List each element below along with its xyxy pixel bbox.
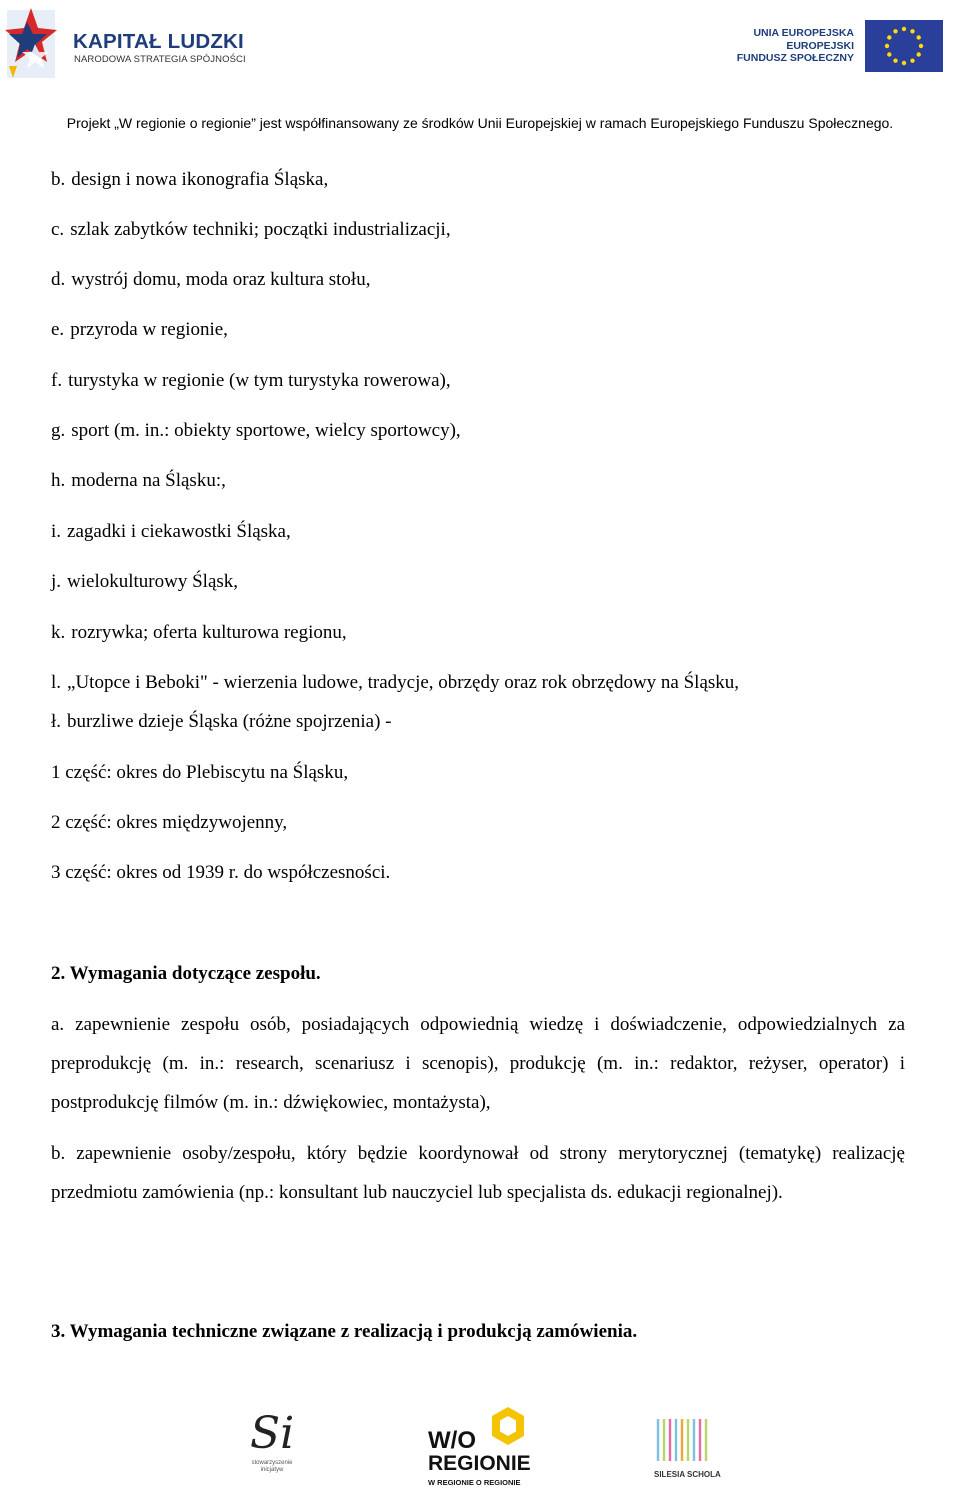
section-2-heading: 2. Wymagania dotyczące zespołu. (51, 963, 321, 984)
list-item-label: j. (51, 571, 62, 592)
list-item-label: d. (51, 269, 66, 290)
list-item-text: sport (m. in.: obiekty sportowe, wielcy sportowcy), (71, 420, 461, 441)
kapital-ludzki-subtitle: NARODOWA STRATEGIA SPÓJNOŚCI (74, 54, 246, 65)
list-item (51, 168, 328, 192)
list-item-text: moderna na Śląsku:, (71, 470, 226, 491)
list-item-label: i. (51, 521, 62, 542)
list-item-label: h. (51, 470, 66, 491)
list-item-text: szlak zabytków techniki; początki industrializacji, (70, 219, 451, 240)
list-item-text: wystrój domu, moda oraz kultura stołu, (71, 269, 371, 290)
item-label: a. (51, 1014, 65, 1035)
list-item (51, 369, 451, 393)
si-logo (250, 1408, 295, 1480)
list-item-label: l. (51, 672, 62, 693)
list-item (51, 520, 291, 544)
list-item (51, 671, 739, 695)
eu-flag-icon (865, 20, 943, 72)
si-logo-caption: stowarzyszenie inicjatyw (251, 1460, 293, 1473)
list-item-label: ł. (51, 711, 62, 732)
list-item (51, 268, 370, 292)
list-item-text: turystyka w regionie (w tym turystyka rowerowa), (68, 370, 451, 391)
si-logo-mark: Si (250, 1408, 295, 1459)
history-part: 1 część: okres do Plebiscytu na Śląsku, (51, 762, 349, 783)
list-item (51, 218, 451, 242)
list-item (51, 318, 228, 342)
history-part: 2 część: okres międzywojenny, (51, 812, 288, 833)
list-item (51, 419, 461, 443)
wo-logo-line-1: W/O (428, 1427, 476, 1454)
list-item-text: wielokulturowy Śląsk, (67, 571, 239, 592)
list-item-label: e. (51, 319, 65, 340)
eu-fund-label (737, 27, 854, 65)
list-item-text: przyroda w regionie, (70, 319, 228, 340)
wo-logo-line-3: W REGIONIE O REGIONIE (428, 1478, 521, 1487)
list-item-text: rozrywka; oferta kulturowa regionu, (71, 622, 347, 643)
list-item (51, 469, 226, 493)
item-label: b. (51, 1143, 66, 1164)
w-o-regionie-logo (428, 1406, 531, 1492)
list-item-label: g. (51, 420, 66, 441)
section-2-item-b (51, 1134, 905, 1212)
list-item (51, 710, 391, 734)
list-item-label: b. (51, 169, 66, 190)
list-item (51, 570, 238, 594)
list-item (51, 621, 347, 645)
page-header (0, 0, 960, 150)
wo-logo-line-2: REGIONIE (428, 1452, 531, 1475)
eu-line-2: EUROPEJSKI (786, 39, 854, 52)
eu-line-3: FUNDUSZ SPOŁECZNY (736, 52, 854, 64)
list-item-text: „Utopce i Beboki" - wierzenia ludowe, tradycje, obrzędy oraz rok obrzędowy na Śląsku, (67, 672, 740, 693)
kapital-ludzki-title: KAPITAŁ LUDZKI (73, 30, 244, 53)
kapital-ludzki-star-icon (5, 4, 57, 84)
item-text: zapewnienie osoby/zespołu, który będzie koordynował od strony merytorycznej (tematykę) realizację przedmiotu zamówienia (np.: konsultant lub nauczyciel lub specjalista ds. edukacji regionalnej). (51, 1143, 905, 1203)
list-item-text: zagadki i ciekawostki Śląska, (67, 521, 291, 542)
section-3-heading: 3. Wymagania techniczne związane z realizacją i produkcją zamówienia. (51, 1321, 638, 1342)
list-item-label: c. (51, 219, 65, 240)
silesia-schola-logo (654, 1415, 721, 1479)
list-item-label: k. (51, 622, 66, 643)
hexagon-icon (490, 1406, 526, 1446)
silesia-schola-caption: SILESIA SCHOLA (654, 1470, 721, 1479)
list-item-label: f. (51, 370, 63, 391)
funding-note: Projekt „W regionie o regionie” jest współfinansowany ze środków Unii Europejskiej w ramach Europejskiego Funduszu Społecznego. (66, 115, 894, 131)
silesia-schola-mark-icon (654, 1415, 708, 1465)
section-2-item-a (51, 1005, 905, 1122)
list-item-text: design i nowa ikonografia Śląska, (71, 169, 329, 190)
eu-line-1: UNIA EUROPEJSKA (753, 27, 854, 39)
list-item-text: burzliwe dzieje Śląska (różne spojrzenia) - (67, 711, 392, 732)
item-text: zapewnienie zespołu osób, posiadających odpowiednią wiedzę i doświadczenie, odpowiedzialnych za preprodukcję (m. in.: research, scenariusz i scenopis), produkcję (m. in.: redaktor, reżyser, operator) i postprodukcję filmów (m. in.: dźwiękowiec, montażysta), (51, 1014, 906, 1113)
history-part: 3 część: okres od 1939 r. do współczesności. (51, 862, 391, 883)
